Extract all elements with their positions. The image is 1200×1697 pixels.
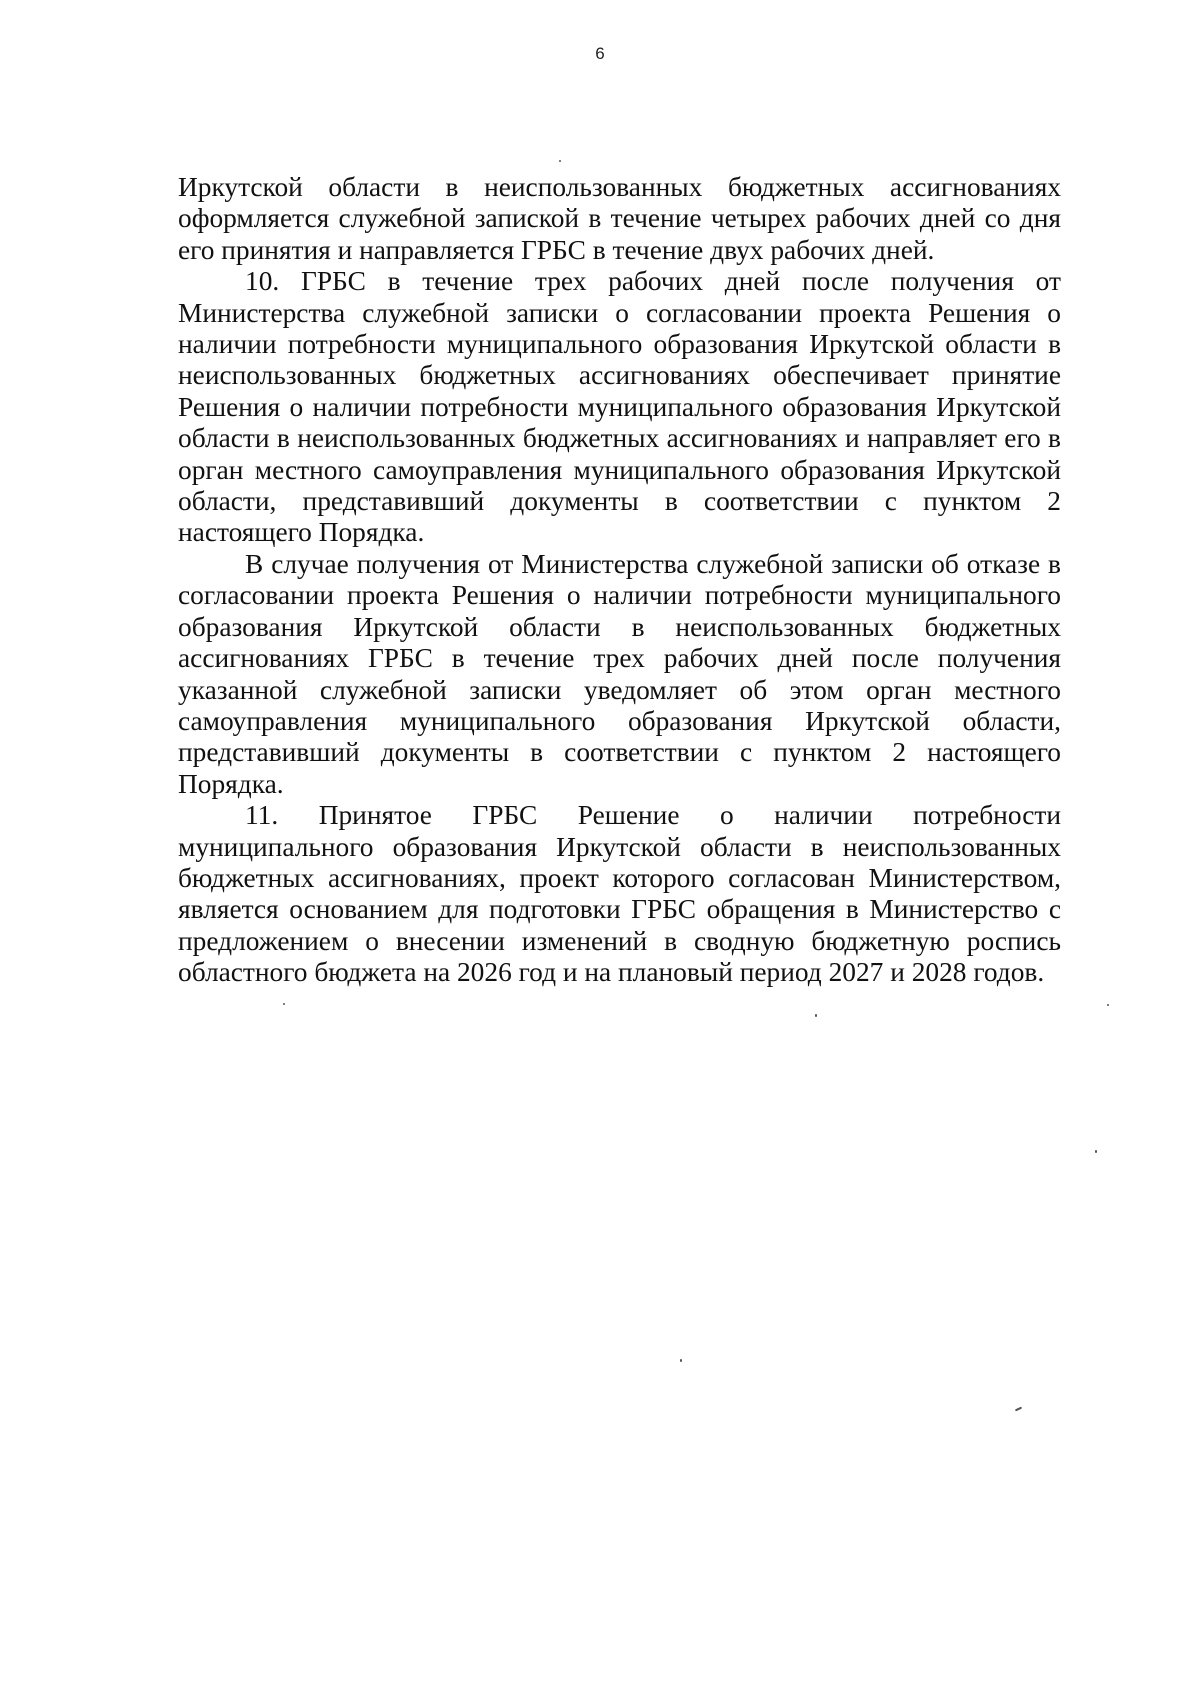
paragraph-refusal-case: В случае получения от Министерства служебной записки об отказе в согласовании проекта Решения о наличии потребности муниципального образования Иркутской области в неиспользованных бюджетных ассигнованиях ГРБС в течение трех рабочих дней после получения указанной служебной записки уведомляет об этом орган местного самоуправления муниципального образования Иркутской области, представивший документы в соответствии с пунктом 2 настоящего Порядка. — [178, 548, 1061, 799]
scan-speck — [1107, 1004, 1109, 1006]
paragraph-item-10: 10. ГРБС в течение трех рабочих дней после получения от Министерства служебной записки о согласовании проекта Решения о наличии потребности муниципального образования Иркутской области в неиспользованных бюджетных ассигнованиях обеспечивает принятие Решения о наличии потребности муниципального образования Иркутской области в неиспользованных бюджетных ассигнованиях и направляет его в орган местного самоуправления муниципального образования Иркутской области, представивший документы в соответствии с пунктом 2 настоящего Порядка. — [178, 266, 1061, 548]
paragraph-item-11: 11. Принятое ГРБС Решение о наличии потребности муниципального образования Иркутской области в неиспользованных бюджетных ассигнованиях, проект которого согласован Министерством, является основанием для подготовки ГРБС обращения в Министерство с предложением о внесении изменений в сводную бюджетную роспись областного бюджета на 2026 год и на плановый период 2027 и 2028 годов. — [178, 800, 1061, 988]
document-body — [178, 172, 1061, 989]
scan-speck — [559, 160, 561, 162]
paragraph-continuation: Иркутской области в неиспользованных бюджетных ассигнованиях оформляется служебной запиской в течение четырех рабочих дней со дня его принятия и направляется ГРБС в течение двух рабочих дней. — [178, 172, 1061, 265]
scan-speck — [815, 1014, 817, 1017]
scan-speck — [680, 1359, 682, 1362]
scan-speck — [1095, 1150, 1097, 1153]
page-number: 6 — [595, 44, 605, 63]
scan-speck — [1015, 1407, 1022, 1412]
scan-speck — [283, 1003, 285, 1005]
